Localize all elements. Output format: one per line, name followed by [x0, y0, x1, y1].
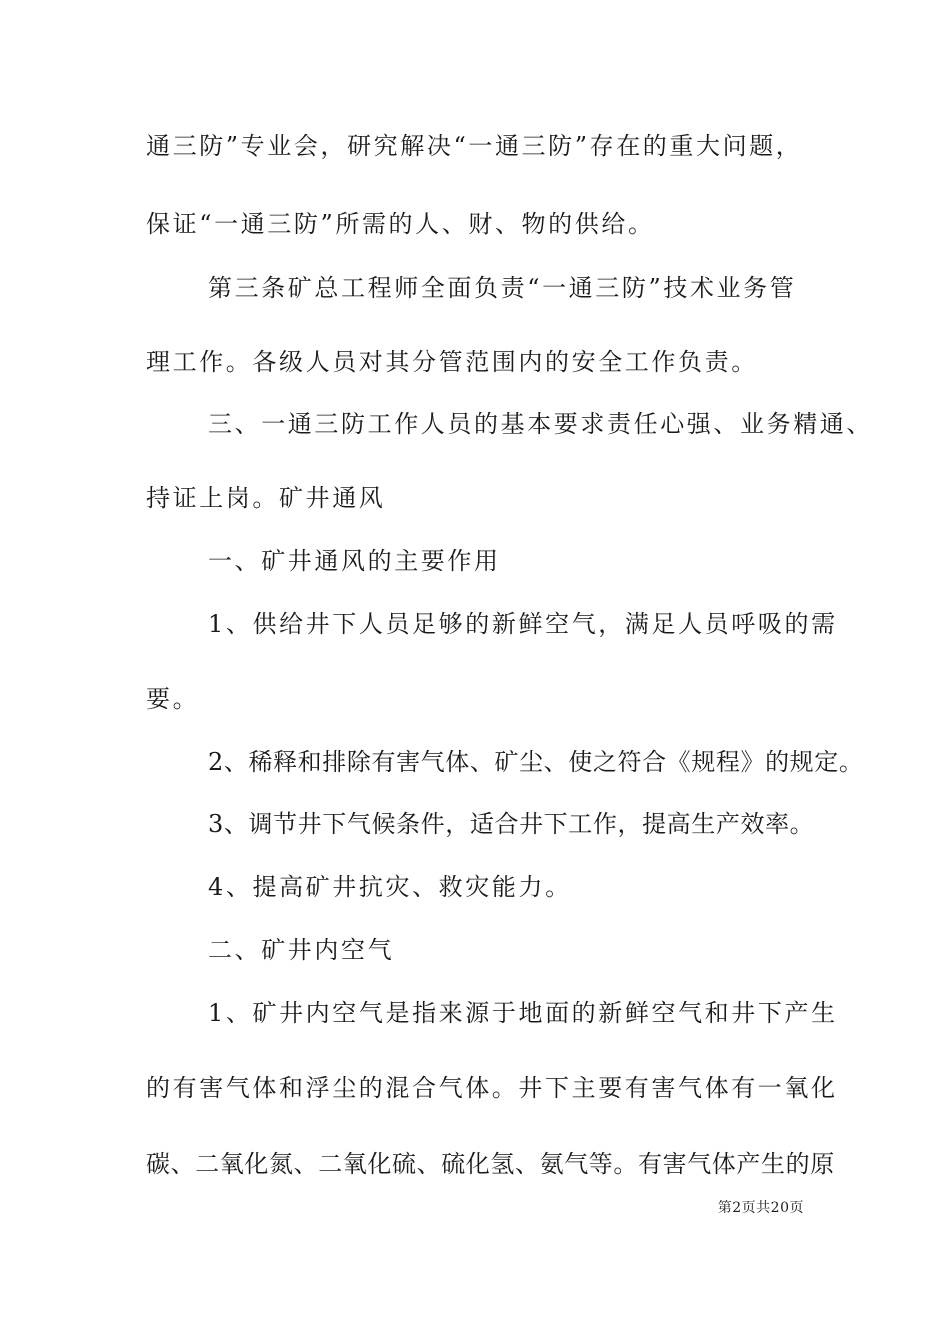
text-line: 第三条矿总工程师全面负责“一通三防”技术业务管 [208, 274, 797, 302]
text-line: 保证“一通三防”所需的人、财、物的供给。 [146, 210, 655, 238]
list-item: 1、供给井下人员足够的新鲜空气，满足人员呼吸的需 [208, 610, 838, 638]
list-item: 3、调节井下气候条件，适合井下工作，提高生产效率。 [208, 810, 815, 838]
text-line: 三、一通三防工作人员的基本要求责任心强、业务精通、 [208, 410, 873, 438]
list-item: 2、稀释和排除有害气体、矿尘、使之符合《规程》的规定。 [208, 748, 864, 776]
page-number: 第2页共20页 [717, 1200, 804, 1216]
list-item: 1、矿井内空气是指来源于地面的新鲜空气和井下产生 [208, 999, 838, 1027]
section-heading: 一、矿井通风的主要作用 [208, 547, 501, 575]
text-line: 通三防”专业会，研究解决“一通三防”存在的重大问题， [146, 132, 803, 160]
list-item: 4、提高矿井抗灾、救灾能力。 [208, 873, 572, 901]
text-line: 要。 [146, 685, 200, 713]
text-line: 碳、二氧化氮、二氧化硫、硫化氢、氨气等。有害气体产生的原 [146, 1150, 835, 1178]
text-line: 理工作。各级人员对其分管范围内的安全工作负责。 [146, 348, 758, 376]
section-heading: 二、矿井内空气 [208, 936, 395, 964]
text-line: 持证上岗。矿井通风 [146, 484, 386, 512]
text-line: 的有害气体和浮尘的混合气体。井下主要有害气体有一氧化 [146, 1074, 838, 1102]
